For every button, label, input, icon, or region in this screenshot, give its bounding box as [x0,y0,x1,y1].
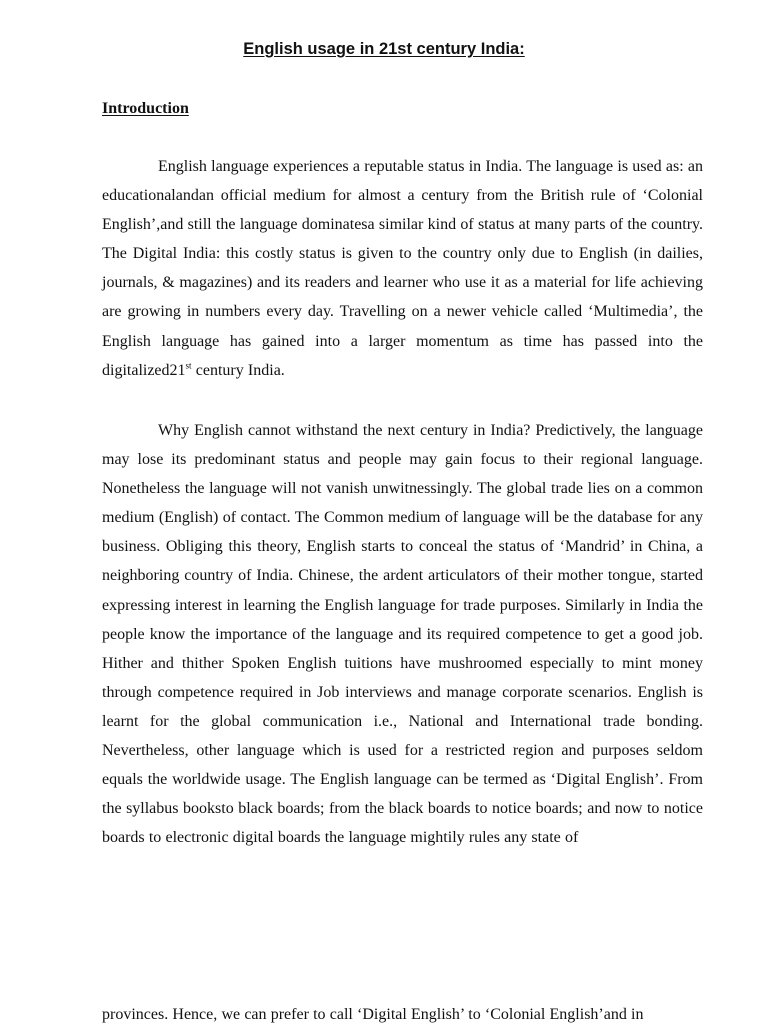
paragraph-1 [102,152,703,385]
paragraph-1-text: English language experiences a reputable status in India. The language is used as: an educationalandan official medium for almost a century from the British rule of ‘Colonial English’,and still the language dominatesa similar kind of status at many parts of the country. The Digital India: this costly status is given to the country only due to English (in dailies, journals, & magazines) and its readers and learner who use it as a material for life achieving are growing in numbers every day. Travelling on a newer vehicle called ‘Multimedia’, the English language has gained into a larger momentum as time has passed into the digitalized21 [102,158,703,379]
superscript-st: st [185,360,192,371]
section-heading-introduction: Introduction [102,100,189,117]
paragraph-2: Why English cannot withstand the next century in India? Predictively, the language may lose its predominant status and people may gain focus to their regional language. Nonetheless the language will not vanish unwitnessingly. The global trade lies on a common medium (English) of contact. The Common medium of language will be the database for any business. Obliging this theory, English starts to conceal the status of ‘Mandrid’ in China, a neighboring country of India. Chinese, the ardent articulators of their mother tongue, started expressing interest in learning the English language for trade purposes. Similarly in India the people know the importance of the language and its required competence to get a good job. Hither and thither Spoken English tuitions have mushroomed especially to mint money through competence required in Job interviews and manage corporate scenarios. English is learnt for the global communication i.e., National and International trade bonding. Nevertheless, other language which is used for a restricted region and purposes seldom equals the worldwide usage. The English language can be termed as ‘Digital English’. From the syllabus booksto black boards; from the black boards to notice boards; and now to notice boards to electronic digital boards the language mightily rules any state of [102,422,703,847]
document-title: English usage in 21st century India: [243,40,525,58]
next-page-text: provinces. Hence, we can prefer to call ‘Digital English’ to ‘Colonial English’and in [102,1006,644,1023]
paragraph-1-text-end: century India. [191,361,285,379]
